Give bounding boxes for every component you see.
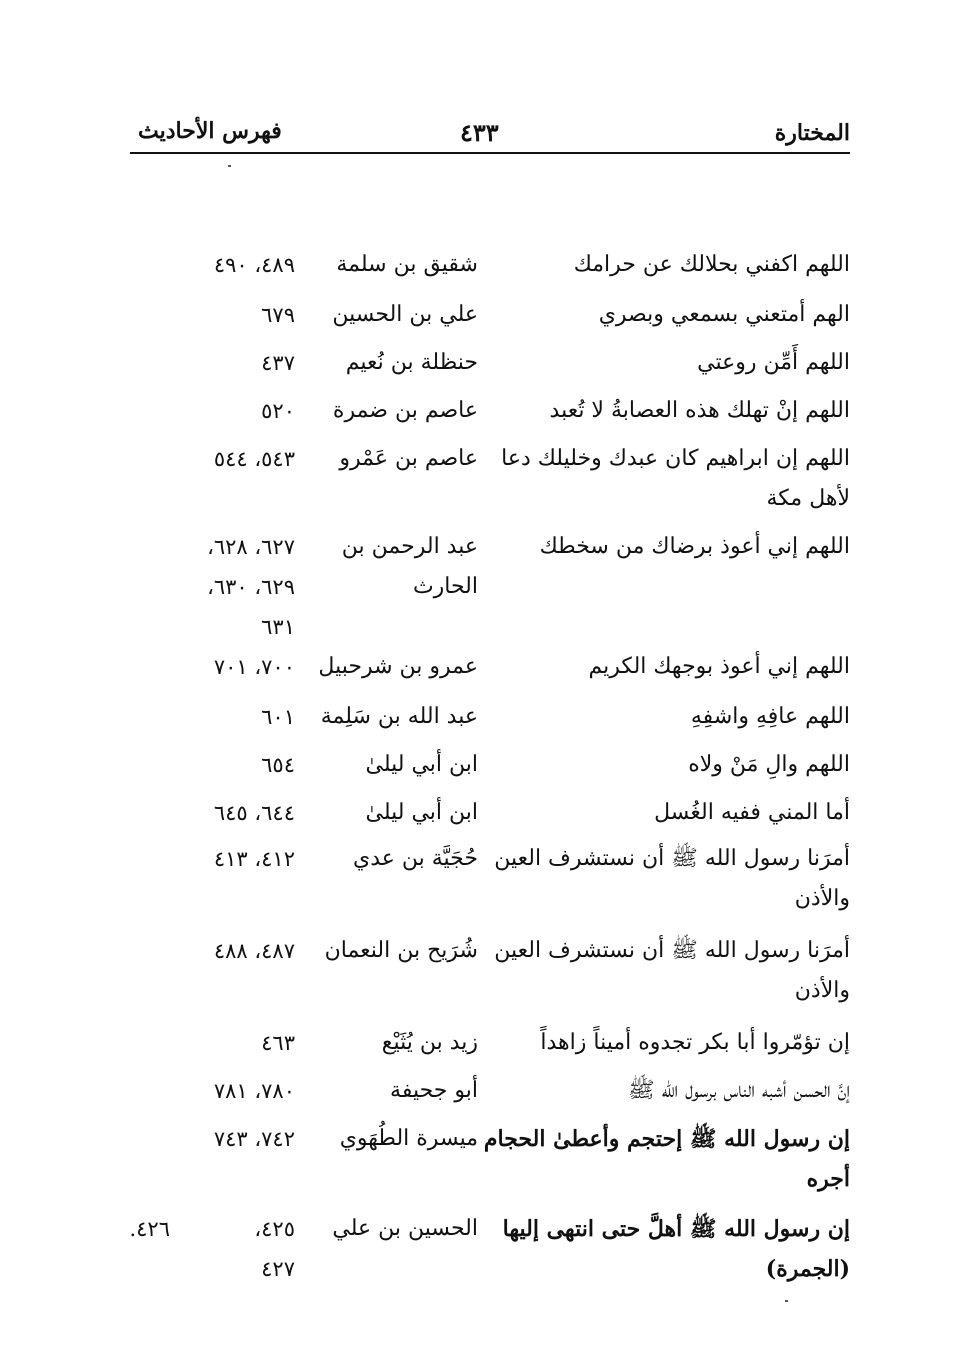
page-refs: ٦٣١ <box>261 615 295 639</box>
page-refs: ٧٠٠، ٧٠١ <box>213 655 295 679</box>
narrator-name: حُجَيَّة بن عدي <box>353 846 478 871</box>
page-refs: ٤٢٧ <box>261 1257 295 1281</box>
page-refs: ٦٠١ <box>261 705 295 729</box>
index-entry <box>0 250 960 300</box>
hadith-text: اللهم إني أعوذ بوجهك الكريم <box>588 654 850 679</box>
narrator-name: عبد الله بن سَلِمة <box>320 704 478 729</box>
page-number: ٤٣٣ <box>460 118 499 147</box>
hadith-text: لأهل مكة <box>766 486 850 511</box>
index-entry <box>0 300 960 348</box>
hadith-text: اللهم إني أعوذ برضاك من سخطك <box>539 534 850 559</box>
book-title: المختارة <box>774 120 850 146</box>
hadith-text: والأذن <box>794 978 850 1003</box>
narrator-name: أبو جحيفة <box>390 1078 478 1103</box>
hadith-text: اللهم إن ابراهيم كان عبدك وخليلك دعا <box>501 446 850 471</box>
narrator-name: ابن أبي ليلىٰ <box>365 800 478 825</box>
narrator-name: عاصم بن ضمرة <box>332 398 478 423</box>
page-refs: ٦٧٩ <box>261 303 295 327</box>
narrator-name: علي بن الحسين <box>332 302 478 327</box>
index-entry <box>0 396 960 444</box>
scan-speck <box>228 165 231 167</box>
hadith-text: اللهم والِ مَنْ ولاه <box>688 752 850 777</box>
page-refs: ٦٢٩، ٦٣٠، <box>207 575 295 599</box>
hadith-text: اللهم عافِهِ واشفِهِ <box>690 704 850 729</box>
narrator-name: عبد الرحمن بن <box>341 534 478 559</box>
hadith-text: إن رسول الله ﷺ إحتجم وأعطىٰ الحجام <box>483 1126 850 1152</box>
hadith-text: أما المني ففيه الغُسل <box>654 800 850 825</box>
page-refs: ٤٣٧ <box>261 351 295 375</box>
index-entry <box>0 1124 960 1214</box>
index-entry <box>0 1076 960 1124</box>
hadith-text: والأذن <box>794 886 850 911</box>
index-entry <box>0 444 960 532</box>
section-title: فهرس الأحاديث <box>138 118 282 144</box>
page-ref-extra: ٤٢٦. <box>129 1217 170 1241</box>
hadith-text: (الجمرة) <box>765 1256 850 1282</box>
page-refs: ٤٢٥، <box>254 1217 295 1241</box>
hadith-text: أمرَنا رسول الله ﷺ أن نستشرف العين <box>494 846 850 871</box>
index-entry <box>0 348 960 396</box>
index-entry <box>0 750 960 798</box>
header-rule <box>130 152 850 154</box>
page-refs: ٤٦٣ <box>261 1031 295 1055</box>
page-refs: ٤٨٩، ٤٩٠ <box>213 253 295 277</box>
hadith-index-list <box>0 250 960 1304</box>
narrator-name: ابن أبي ليلىٰ <box>365 752 478 777</box>
index-entry <box>0 798 960 844</box>
page-refs: ٤٨٧، ٤٨٨ <box>213 939 295 963</box>
hadith-text: إن تؤمّروا أبا بكر تجدوه أميناً زاهداً <box>540 1030 850 1055</box>
narrator-name: الحسين بن علي <box>332 1216 478 1241</box>
narrator-name: زيد بن يُثَيْع <box>381 1030 478 1055</box>
index-entry <box>0 1214 960 1304</box>
page-refs: ٦٤٤، ٦٤٥ <box>213 801 295 825</box>
index-entry <box>0 844 960 936</box>
hadith-text: اللهم إنْ تهلك هذه العصابةُ لا تُعبد <box>549 398 850 423</box>
hadith-text: أمرَنا رسول الله ﷺ أن نستشرف العين <box>494 938 850 963</box>
page-refs: ٧٨٠، ٧٨١ <box>213 1079 295 1103</box>
hadith-text: الهم أمتعني بسمعي وبصري <box>598 302 850 327</box>
hadith-text: إن رسول الله ﷺ أهلَّ حتى انتهى إليها <box>502 1216 850 1242</box>
narrator-name: عاصم بن عَمْرو <box>339 446 478 471</box>
page-refs: ٥٤٣، ٥٤٤ <box>213 447 295 471</box>
page-header <box>130 112 850 152</box>
index-entry <box>0 532 960 652</box>
index-entry <box>0 936 960 1028</box>
index-entry <box>0 1028 960 1076</box>
page-refs: ٧٤٢، ٧٤٣ <box>213 1127 295 1151</box>
narrator-name: حنظلة بن نُعيم <box>345 350 478 375</box>
narrator-name: ميسرة الطُهَوي <box>339 1126 478 1151</box>
page-refs: ٦٢٧، ٦٢٨، <box>207 535 295 559</box>
narrator-name: شقيق بن سلمة <box>336 252 478 277</box>
narrator-name: شُرَيح بن النعمان <box>324 938 478 963</box>
page-refs: ٥٢٠ <box>261 399 295 423</box>
hadith-text: اللهم أَمِّن روعتي <box>697 350 850 375</box>
hadith-text: اللهم اكفني بحلالك عن حرامك <box>573 252 850 277</box>
index-entry <box>0 702 960 750</box>
page-refs: ٤١٢، ٤١٣ <box>213 847 295 871</box>
narrator-name: عمرو بن شرحبيل <box>318 654 478 679</box>
index-entry <box>0 652 960 702</box>
narrator-name: الحارث <box>412 574 478 599</box>
hadith-text: إنَّ الحسن أشبه الناس برسول الله ﷺ <box>628 1078 850 1103</box>
hadith-text: أجره <box>806 1166 850 1192</box>
page-refs: ٦٥٤ <box>261 753 295 777</box>
